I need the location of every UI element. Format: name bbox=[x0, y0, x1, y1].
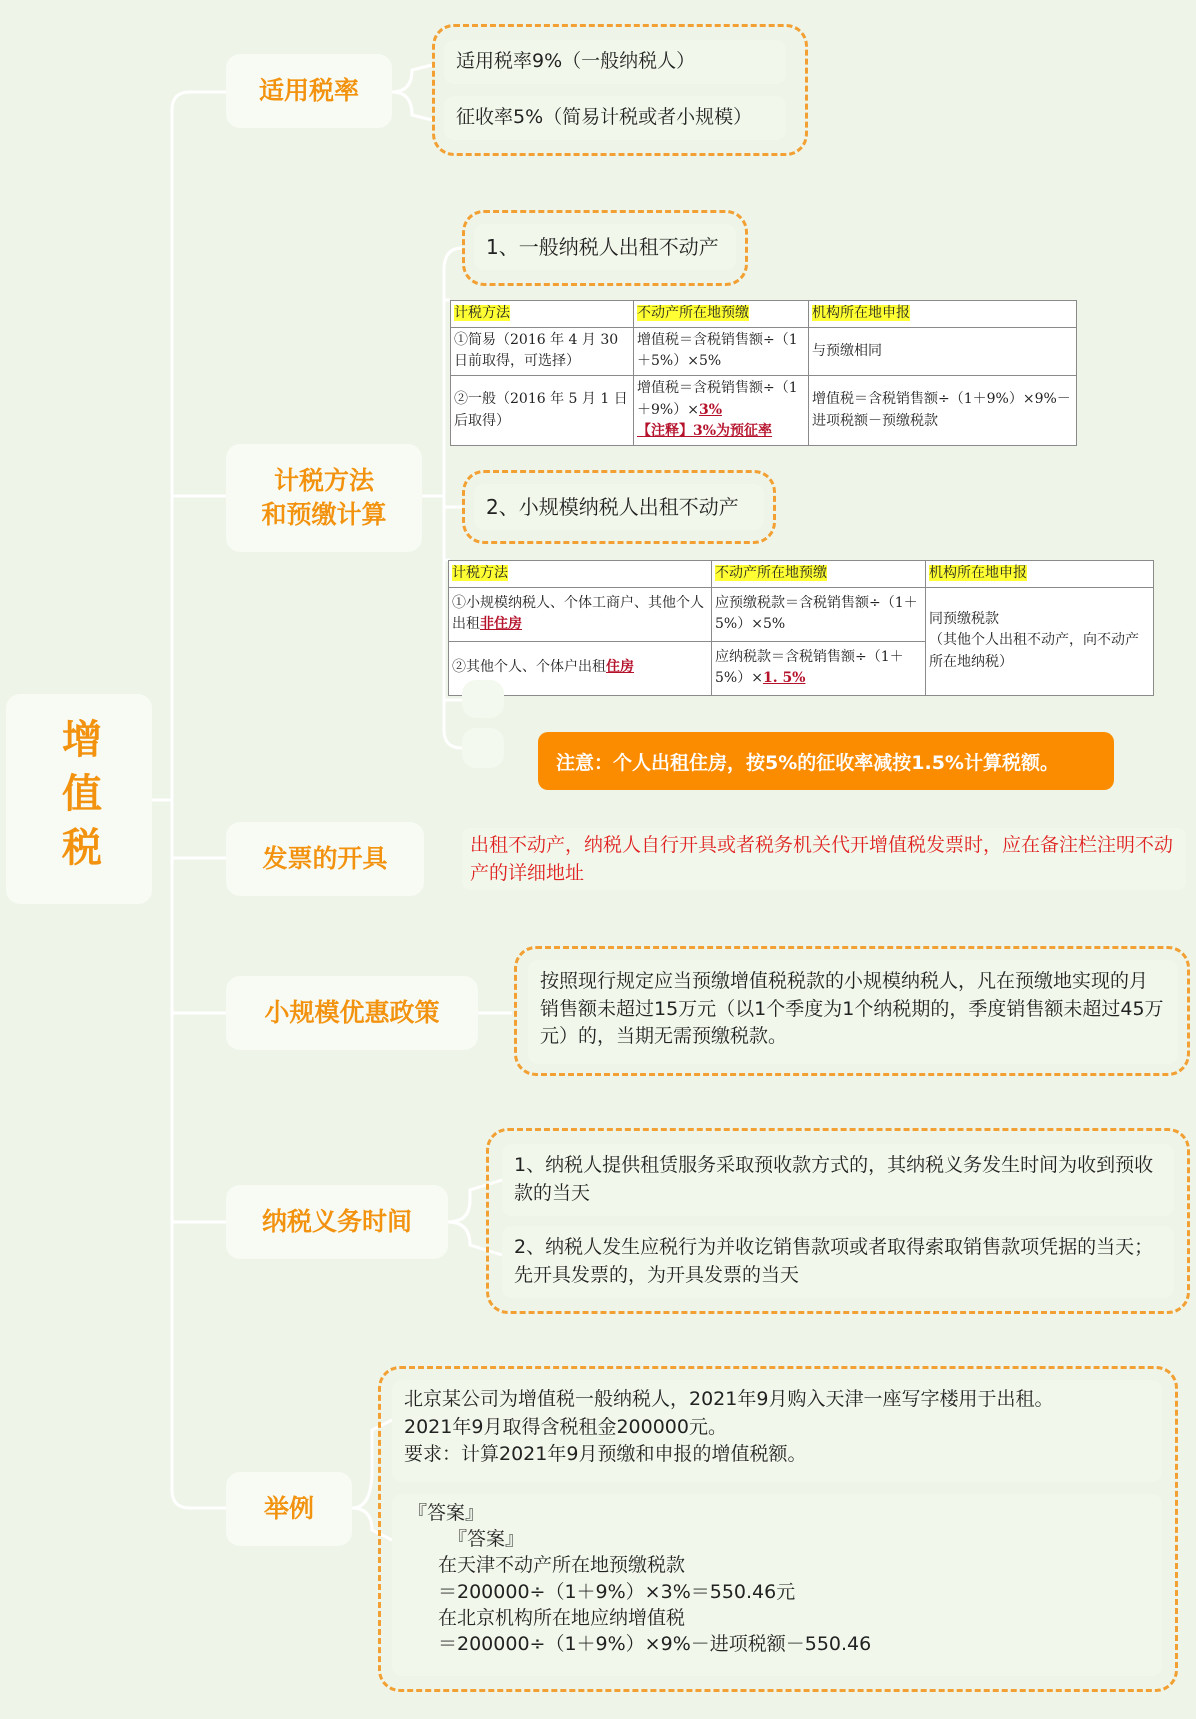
rate-item-simple: 征收率5%（简易计税或者小规模） bbox=[444, 96, 786, 140]
general-table-cell: 与预缴相同 bbox=[809, 327, 1077, 375]
prepay-rate-mark: 3% bbox=[698, 401, 722, 418]
general-table-header-method: 计税方法 bbox=[454, 305, 510, 321]
general-taxpayer-table bbox=[450, 300, 1077, 446]
answer-line: 在北京机构所在地应纳增值税 bbox=[438, 1606, 686, 1629]
general-table-cell: ②一般（2016 年 5 月 1 日后取得） bbox=[451, 376, 634, 446]
note-banner: 注意：个人出租住房，按5%的征收率减按1.5%计算税额。 bbox=[538, 732, 1114, 790]
small-row2-method: ②其他个人、个体户出租 bbox=[452, 659, 606, 676]
answer-line: 『答案』 bbox=[408, 1502, 485, 1524]
question-line: 2021年9月取得含税租金200000元。 bbox=[404, 1415, 727, 1438]
branch-invoice: 发票的开具 bbox=[226, 822, 424, 896]
general-formula: 增值税＝含税销售额÷（1＋9%）× bbox=[637, 380, 798, 418]
housing-mark: 住房 bbox=[606, 659, 634, 676]
question-line: 北京某公司为增值税一般纳税人，2021年9月购入天津一座写字楼用于出租。 bbox=[404, 1388, 1054, 1410]
small-table-cell: 应预缴税款＝含税销售额÷（1＋5%）×5% bbox=[712, 587, 926, 641]
answer-line: 『答案』 bbox=[448, 1528, 525, 1551]
obligation-item-2: 2、纳税人发生应税行为并收讫销售款项或者取得索取销售款项凭据的当天；先开具发票的，为开具发票的当天 bbox=[502, 1226, 1174, 1298]
general-table-header-prepay: 不动产所在地预缴 bbox=[637, 305, 749, 321]
small-table-header-method: 计税方法 bbox=[452, 565, 508, 581]
answer-line: ＝200000÷（1＋9%）×9%－进项税额－550.46 bbox=[438, 1633, 872, 1656]
non-housing-mark: 非住房 bbox=[480, 616, 522, 633]
small-table-cell bbox=[712, 641, 926, 695]
general-table-cell: 增值税＝含税销售额÷（1＋9%）×9%－进项税额－预缴税款 bbox=[809, 376, 1077, 446]
general-table-cell: 增值税＝含税销售额÷（1＋5%）×5% bbox=[634, 327, 809, 375]
answer-line: 在天津不动产所在地预缴税款 bbox=[438, 1554, 686, 1577]
general-title: 1、一般纳税人出租不动产 bbox=[474, 224, 736, 270]
general-table-cell bbox=[634, 376, 809, 446]
small-row1-method: ①小规模纳税人、个体工商户、其他个人出租 bbox=[452, 594, 704, 633]
answer-line: ＝200000÷（1＋9%）×3%＝550.46元 bbox=[438, 1580, 796, 1603]
branch-rate: 适用税率 bbox=[226, 54, 392, 128]
small-declare-line1: 同预缴税款 bbox=[929, 610, 999, 627]
small-table-header-prepay: 不动产所在地预缴 bbox=[715, 565, 827, 581]
prepay-rate-note: 【注释】3%为预征率 bbox=[637, 423, 773, 440]
reduced-rate-mark: 1. 5% bbox=[762, 670, 806, 687]
empty-node bbox=[462, 680, 504, 718]
invoice-text: 出租不动产，纳税人自行开具或者税务机关代开增值税发票时，应在备注栏注明不动产的详细地址 bbox=[462, 828, 1186, 890]
small-table-declare-cell bbox=[926, 587, 1154, 695]
branch-method bbox=[226, 444, 422, 552]
small-table-header-declare: 机构所在地申报 bbox=[929, 565, 1027, 581]
small-row2-formula: 应纳税款＝含税销售额÷（1＋5%）× bbox=[715, 648, 904, 687]
small-title: 2、小规模纳税人出租不动产 bbox=[474, 484, 764, 530]
policy-text: 按照现行规定应当预缴增值税税款的小规模纳税人，凡在预缴地实现的月销售额未超过15万元（以1个季度为1个纳税期的，季度销售额未超过45万元）的，当期无需预缴税款。 bbox=[528, 960, 1178, 1064]
obligation-item-1: 1、纳税人提供租赁服务采取预收款方式的，其纳税义务发生时间为收到预收款的当天 bbox=[502, 1144, 1174, 1216]
branch-example: 举例 bbox=[226, 1472, 352, 1546]
empty-node bbox=[462, 728, 504, 768]
rate-item-general: 适用税率9%（一般纳税人） bbox=[444, 40, 786, 84]
small-declare-line2: （其他个人出租不动产，向不动产所在地纳税） bbox=[929, 632, 1139, 671]
small-taxpayer-table bbox=[448, 560, 1154, 696]
example-answer bbox=[392, 1494, 1162, 1676]
branch-obligation: 纳税义务时间 bbox=[226, 1185, 448, 1259]
general-table-cell: ①简易（2016 年 4 月 30 日前取得，可选择） bbox=[451, 327, 634, 375]
branch-method-line1: 计税方法 bbox=[273, 466, 374, 496]
root-node: 增值税 bbox=[6, 694, 152, 904]
branch-policy: 小规模优惠政策 bbox=[226, 976, 478, 1050]
question-line: 要求：计算2021年9月预缴和申报的增值税额。 bbox=[404, 1443, 807, 1466]
branch-method-line2: 和预缴计算 bbox=[261, 500, 387, 529]
example-question bbox=[392, 1380, 1162, 1482]
general-table-header-declare: 机构所在地申报 bbox=[812, 305, 910, 321]
small-table-cell bbox=[449, 587, 712, 641]
